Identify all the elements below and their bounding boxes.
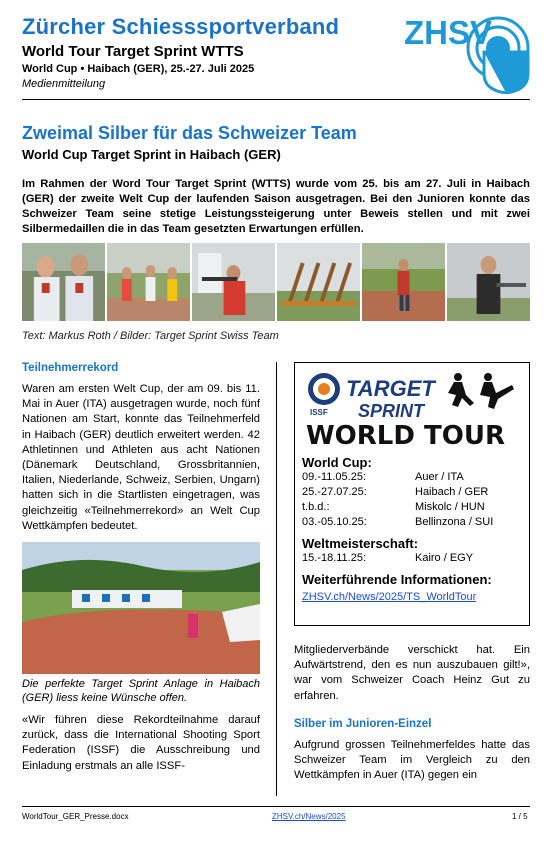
- schedule-place: Miskolc / HUN: [415, 501, 485, 513]
- issf-label: ISSF: [310, 408, 328, 417]
- photo-target-sprint-venue: [22, 542, 260, 674]
- schedule-date: 25.-27.07.25:: [302, 486, 367, 498]
- world-tour-info-box: [294, 362, 530, 626]
- quote-text: «Wir führen diese Rekordteilnahme darauf zurück, dass die International Shooting Sport Federation (ISSF) die Ausschreibung und Einladung erstmals an alle ISSF-: [22, 714, 260, 772]
- right-column: [294, 643, 530, 783]
- logo-world-tour: WORLD TOUR: [306, 421, 505, 451]
- footer-filename: WorldTour_GER_Presse.docx: [22, 812, 129, 821]
- event-subtitle: World Cup • Haibach (GER), 25.-27. Juli 2025: [22, 63, 255, 75]
- photo-runners-track: [107, 243, 190, 321]
- world-cup-heading: World Cup:: [302, 455, 372, 470]
- photo-runner-finish: [362, 243, 445, 321]
- target-sprint-world-tour-logo: [302, 369, 522, 451]
- schedule-row: [302, 485, 522, 500]
- logo-target-word: TARGET: [346, 376, 435, 401]
- world-championship-row: [302, 551, 522, 566]
- header-divider: [22, 99, 530, 100]
- article-subheadline: World Cup Target Sprint in Haibach (GER): [22, 147, 281, 162]
- photo-credit: Text: Markus Roth / Bilder: Target Sprint Swiss Team: [22, 330, 279, 342]
- wm-date: 15.-18.11.25:: [302, 552, 367, 564]
- world-championship-heading: Weltmeisterschaft:: [302, 536, 419, 551]
- logo-sprint-word: SPRINT: [358, 401, 425, 421]
- zhsv-logo: [402, 14, 530, 94]
- schedule-place: Auer / ITA: [415, 471, 464, 483]
- column-divider: [276, 362, 277, 796]
- photo-athletes-medals: [22, 243, 105, 321]
- section-heading-silber: Silber im Junioren-Einzel: [294, 717, 432, 730]
- footer-link[interactable]: ZHSV.ch/News/2025: [272, 812, 346, 821]
- schedule-row: [302, 470, 522, 485]
- section-text-teilnehmerrekord: Waren am ersten Welt Cup, der am 09. bis 11. Mai in Auer (ITA) ausgetragen wurde, noch fünf Nationen am Start, konnte das Teilnehmerfeld in Haibach (GER) deutlich erweitert werden. 42 Athletinnen und Athleten aus acht Nationen (Dänemark Deutschland, Grossbritannien, Italien, Niederlande, Schweiz, Serbien, Ungarn) hatten sich in die Startlisten eingetragen, was gleichzeitig «Teilnehmerrekord» an Welt Cup Wettkämpfen bedeutet.: [22, 383, 260, 532]
- schedule-row: [302, 500, 522, 515]
- logo-text: ZHSV: [404, 14, 493, 51]
- article-lead: Im Rahmen der Word Tour Target Sprint (WTTS) wurde vom 25. bis am 27. Juli in Haibach (GER) der zweite Welt Cup der laufenden Saison ausgetragen. Bei den Junioren konnte das Schweizer Team seine stetige Leistungssteigerung unter Beweis stellen und mit zwei Silbermedaillen die in das Team gesetzten Erwartungen erfüllen.: [22, 178, 530, 235]
- further-info-heading: Weiterführende Informationen:: [302, 572, 492, 587]
- photo-shooter: [192, 243, 275, 321]
- zhsv-logo-graphic: [402, 14, 530, 94]
- runner-icon: [448, 373, 514, 409]
- article-headline: Zweimal Silber für das Schweizer Team: [22, 123, 357, 143]
- world-cup-schedule: [302, 470, 522, 530]
- schedule-date: 09.-11.05.25:: [302, 471, 367, 483]
- photo-strip: [22, 243, 530, 321]
- event-title: World Tour Target Sprint WTTS: [22, 43, 244, 60]
- schedule-place: Bellinzona / SUI: [415, 516, 494, 528]
- world-tour-link[interactable]: ZHSV.ch/News/2025/TS_WorldTour: [302, 591, 477, 603]
- continued-quote-text: Mitgliederverbände verschickt hat. Ein Aufwärtstrend, den es nun auszubauen gilt!», war vom Schweizer Coach Heinz Gut zu erfahren.: [294, 644, 530, 702]
- footer-page-number: 1 / 5: [512, 812, 528, 821]
- photo-rifles-rack: [277, 243, 360, 321]
- photo-athlete-rifle: [447, 243, 530, 321]
- schedule-date: t.b.d.:: [302, 501, 330, 513]
- section-heading-teilnehmerrekord: Teilnehmerrekord: [22, 362, 119, 374]
- footer-divider: [22, 806, 530, 807]
- org-title: Zürcher Schiesssportverband: [22, 14, 340, 39]
- schedule-date: 03.-05.10.25:: [302, 516, 367, 528]
- wm-place: Kairo / EGY: [415, 552, 474, 564]
- schedule-place: Haibach / GER: [415, 486, 489, 498]
- left-column: [22, 362, 260, 774]
- section-text-silber: Aufgrund grossen Teilnehmerfeldes hatte das Schweizer Team im Vergleich zu den Wettkämpfen in Auer (ITA) gegen ein: [294, 738, 530, 782]
- document-type: Medienmitteilung: [22, 78, 106, 90]
- schedule-row: [302, 515, 522, 530]
- photo-caption: Die perfekte Target Sprint Anlage in Haibach (GER) liess keine Wünsche offen.: [22, 678, 260, 705]
